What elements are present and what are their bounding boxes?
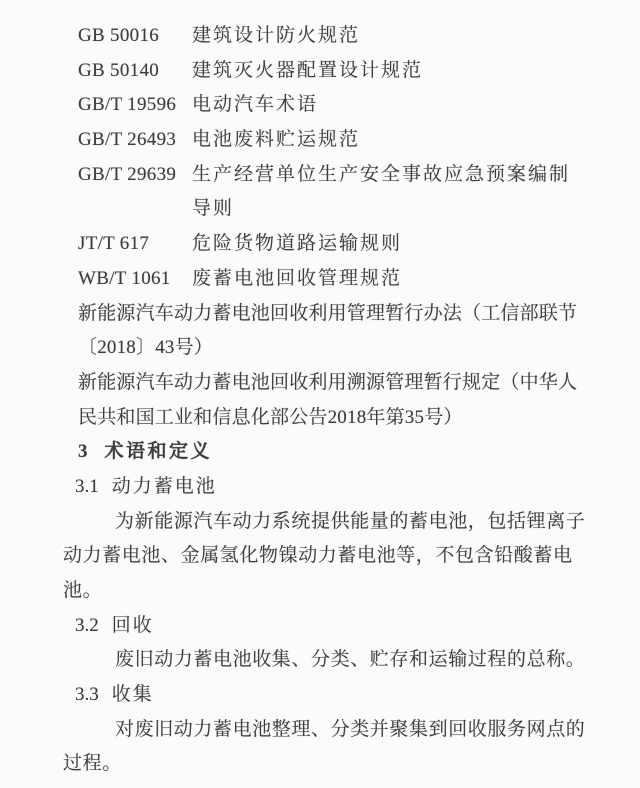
reference-item xyxy=(78,123,640,158)
reference-title: 电池废料贮运规范 xyxy=(192,129,361,151)
term-name: 收集 xyxy=(111,684,154,706)
reference-title-continuation: 导则 xyxy=(192,198,235,220)
section-number: 3 xyxy=(78,441,88,463)
definition-line: 对废旧动力蓄电池整理、分类并聚集到回收服务网点的 xyxy=(115,718,586,740)
reference-item xyxy=(78,88,640,123)
definition-line: 为新能源汽车动力系统提供能量的蓄电池，包括锂离子 xyxy=(115,510,586,532)
reference-code: GB 50016 xyxy=(78,25,160,46)
section-heading xyxy=(78,435,640,470)
definition-line: 池。 xyxy=(63,580,103,601)
reference-title: 建筑设计防火规范 xyxy=(192,25,361,46)
policy-reference-line: 民共和国工业和信息化部公告2018年第35号） xyxy=(78,406,463,428)
reference-item xyxy=(78,158,640,193)
definition-line: 过程。 xyxy=(63,753,122,775)
policy-reference-line: 新能源汽车动力蓄电池回收利用溯源管理暂行规定（中华人 xyxy=(78,371,578,393)
reference-title: 危险货物道路运输规则 xyxy=(192,233,403,255)
reference-title: 废蓄电池回收管理规范 xyxy=(192,267,403,289)
reference-title: 建筑灭火器配置设计规范 xyxy=(192,59,424,81)
reference-item xyxy=(78,227,640,262)
policy-reference-line: 〔2018〕43号） xyxy=(78,337,214,359)
term-heading xyxy=(75,678,640,713)
reference-code: GB/T 26493 xyxy=(78,129,177,151)
reference-item xyxy=(78,19,640,54)
definition-line: 废旧动力蓄电池收集、分类、贮存和运输过程的总称。 xyxy=(115,649,586,671)
term-number: 3.3 xyxy=(75,684,99,706)
section-title: 术语和定义 xyxy=(104,441,213,463)
reference-item xyxy=(78,262,640,297)
term-number: 3.2 xyxy=(75,614,99,636)
policy-reference-line: 新能源汽车动力蓄电池回收利用管理暂行办法（工信部联节 xyxy=(78,302,578,324)
reference-code: GB/T 19596 xyxy=(78,94,177,116)
reference-code: GB/T 29639 xyxy=(78,163,177,185)
term-name: 动力蓄电池 xyxy=(111,475,217,497)
reference-title: 电动汽车术语 xyxy=(192,94,319,116)
term-number: 3.1 xyxy=(75,475,99,497)
term-heading xyxy=(75,609,640,644)
definition-line: 动力蓄电池、金属氢化物镍动力蓄电池等，不包含铅酸蓄电 xyxy=(63,545,573,567)
reference-code: WB/T 1061 xyxy=(78,267,171,289)
term-heading xyxy=(75,470,640,505)
reference-code: JT/T 617 xyxy=(78,233,150,255)
reference-code: GB 50140 xyxy=(78,59,160,81)
reference-title: 生产经营单位生产安全事故应急预案编制 xyxy=(192,163,571,185)
term-name: 回收 xyxy=(111,614,154,636)
reference-item xyxy=(78,54,640,89)
